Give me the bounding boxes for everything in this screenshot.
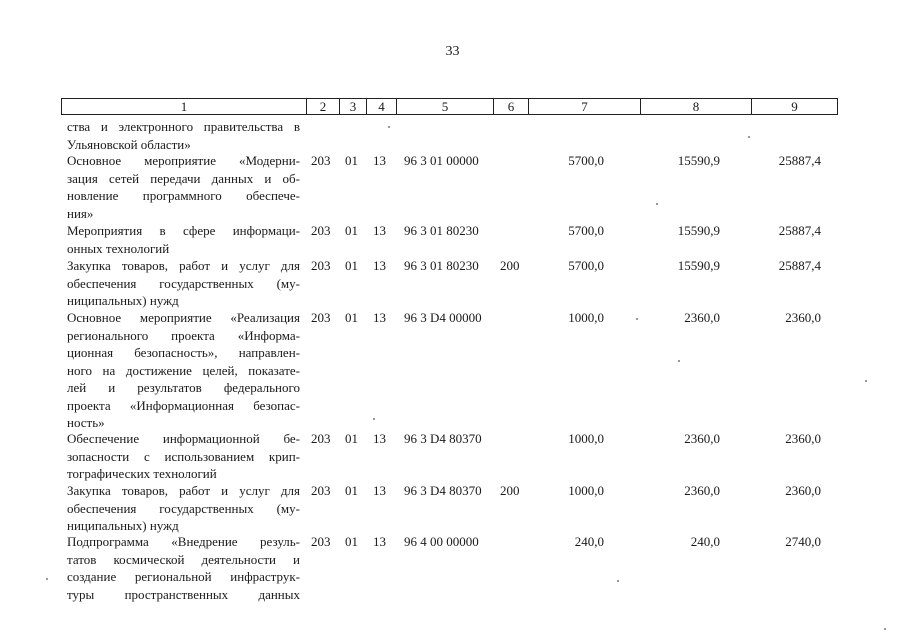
scan-speck <box>884 628 886 630</box>
page-number: 33 <box>445 44 460 59</box>
row-code-4: 13 <box>373 153 386 168</box>
row-code-3: 01 <box>345 153 358 168</box>
row-code-5: 96 3 D4 00000 <box>404 310 482 325</box>
row-code-5: 96 3 01 80230 <box>404 223 479 238</box>
row-code-2: 203 <box>311 310 331 325</box>
row-name-line: лей и результатов федерального <box>67 380 300 395</box>
scan-speck <box>617 580 619 582</box>
row-code-5: 96 3 01 80230 <box>404 258 479 273</box>
row-code-5: 96 3 D4 80370 <box>404 431 482 446</box>
row-amount-7: 1000,0 <box>568 431 604 446</box>
row-amount-9: 25887,4 <box>778 223 821 238</box>
scan-speck <box>748 136 750 138</box>
row-name-line: ность» <box>67 415 105 430</box>
row-code-4: 13 <box>373 223 386 238</box>
header-col-1: 1 <box>180 99 188 114</box>
row-code-2: 203 <box>311 153 331 168</box>
row-name-line: туры пространственных данных <box>67 586 300 602</box>
row-name-line: Обеспечение информационной бе- <box>67 431 300 446</box>
row-name <box>67 257 300 310</box>
header-col-9: 9 <box>751 99 837 114</box>
scan-speck <box>678 360 680 362</box>
row-code-2: 203 <box>311 431 331 446</box>
row-name-line: новление программного обеспече- <box>67 188 300 203</box>
row-name-line: ния» <box>67 205 94 221</box>
row-amount-9: 2740,0 <box>785 534 821 549</box>
row-name-line: тографических технологий <box>67 466 217 481</box>
row-code-5: 96 4 00 00000 <box>404 534 479 549</box>
row-amount-7: 1000,0 <box>568 310 604 325</box>
header-col-3: 3 <box>339 99 366 114</box>
row-amount-9: 25887,4 <box>778 153 821 168</box>
header-col-7: 7 <box>528 99 640 114</box>
row-amount-7: 5700,0 <box>568 258 604 273</box>
header-col-4: 4 <box>366 99 396 114</box>
row-amount-8: 15590,9 <box>677 153 720 168</box>
row-amount-8: 15590,9 <box>677 258 720 273</box>
row-code-3: 01 <box>345 534 358 549</box>
row-name <box>67 533 300 603</box>
row-code-2: 203 <box>311 258 331 273</box>
row-amount-7: 5700,0 <box>568 153 604 168</box>
row-name-line: ства и электронного правительства в <box>67 119 300 134</box>
table-header <box>61 98 838 115</box>
row-name-line: обеспечения государственных (му- <box>67 275 300 291</box>
row-amount-9: 25887,4 <box>778 258 821 273</box>
row-name-line: зация сетей передачи данных и об- <box>67 170 300 186</box>
row-code-2: 203 <box>311 534 331 549</box>
scan-speck <box>636 318 638 320</box>
row-amount-8: 240,0 <box>690 534 720 549</box>
row-name-line: Основное мероприятие «Реализация <box>67 310 300 325</box>
row-amount-9: 2360,0 <box>785 431 821 446</box>
row-name-line: регионального проекта «Информа- <box>67 327 300 343</box>
row-name-line: ниципальных) нужд <box>67 293 179 308</box>
row-name-line: зопасности с использованием крип- <box>67 448 300 464</box>
row-code-3: 01 <box>345 223 358 238</box>
header-col-8: 8 <box>640 99 751 114</box>
row-name-line: ниципальных) нужд <box>67 518 179 533</box>
row-name <box>67 482 300 535</box>
row-code-5: 96 3 01 00000 <box>404 153 479 168</box>
row-name-line: создание региональной инфраструк- <box>67 569 300 584</box>
row-name-line: проекта «Информационная безопас- <box>67 397 300 413</box>
row-amount-8: 2360,0 <box>684 310 720 325</box>
row-name <box>67 118 300 153</box>
scan-speck <box>46 578 48 580</box>
scan-speck <box>865 380 867 382</box>
row-name-line: Закупка товаров, работ и услуг для <box>67 483 300 498</box>
row-amount-8: 15590,9 <box>677 223 720 238</box>
row-name-line: Мероприятия в сфере информаци- <box>67 223 300 238</box>
scan-speck <box>373 418 375 420</box>
row-amount-9: 2360,0 <box>785 483 821 498</box>
row-name-line: Ульяновской области» <box>67 136 191 152</box>
row-code-6: 200 <box>500 258 520 273</box>
header-col-5: 5 <box>396 99 493 114</box>
row-name-line: ционная безопасность», направлен- <box>67 345 300 360</box>
row-code-4: 13 <box>373 534 386 549</box>
row-code-4: 13 <box>373 431 386 446</box>
row-code-3: 01 <box>345 310 358 325</box>
scan-speck <box>656 203 658 205</box>
row-code-6: 200 <box>500 483 520 498</box>
row-amount-8: 2360,0 <box>684 483 720 498</box>
row-code-4: 13 <box>373 483 386 498</box>
row-amount-8: 2360,0 <box>684 431 720 446</box>
row-name-line: татов космической деятельности и <box>67 551 300 567</box>
row-code-2: 203 <box>311 483 331 498</box>
row-amount-7: 240,0 <box>574 534 604 549</box>
row-code-3: 01 <box>345 258 358 273</box>
row-amount-7: 1000,0 <box>568 483 604 498</box>
row-code-3: 01 <box>345 483 358 498</box>
row-name-line: обеспечения государственных (му- <box>67 500 300 516</box>
row-amount-7: 5700,0 <box>568 223 604 238</box>
row-name <box>67 222 300 257</box>
row-name <box>67 309 300 432</box>
row-name-line: онных технологий <box>67 240 170 256</box>
row-name-line: Закупка товаров, работ и услуг для <box>67 258 300 273</box>
row-name-line: ного на достижение целей, показате- <box>67 362 300 378</box>
row-name-line: Основное мероприятие «Модерни- <box>67 153 300 168</box>
scan-speck <box>388 126 390 128</box>
header-col-6: 6 <box>493 99 528 114</box>
header-col-2: 2 <box>306 99 339 114</box>
row-amount-9: 2360,0 <box>785 310 821 325</box>
row-code-4: 13 <box>373 310 386 325</box>
row-name <box>67 152 300 222</box>
row-code-5: 96 3 D4 80370 <box>404 483 482 498</box>
row-code-3: 01 <box>345 431 358 446</box>
row-name <box>67 430 300 483</box>
row-code-4: 13 <box>373 258 386 273</box>
row-name-line: Подпрограмма «Внедрение резуль- <box>67 534 300 549</box>
row-code-2: 203 <box>311 223 331 238</box>
